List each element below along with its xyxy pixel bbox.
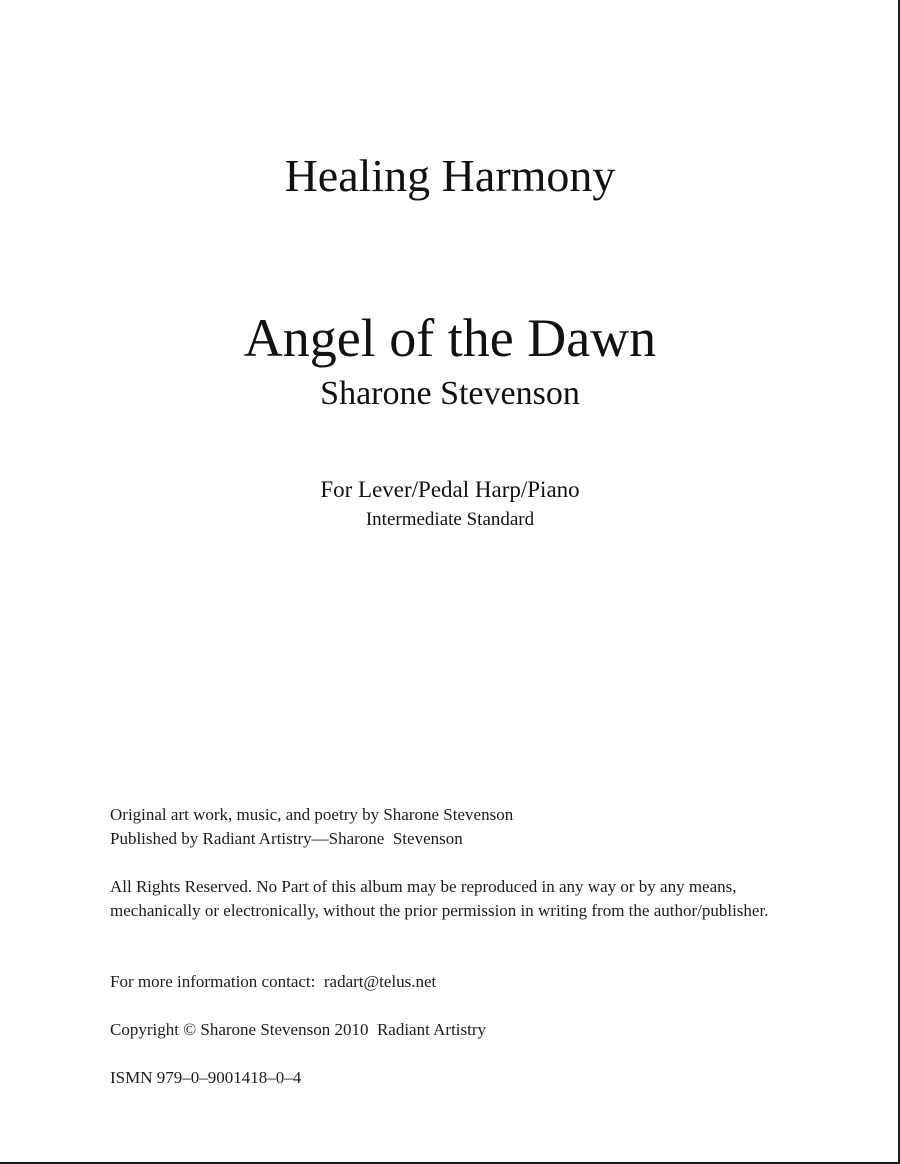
credits-artwork-line: Original art work, music, and poetry by Sharone Stevenson — [110, 805, 514, 824]
credits-publisher-line: Published by Radiant Artistry—Sharone Stevenson — [110, 829, 463, 848]
difficulty-level: Intermediate Standard — [365, 509, 535, 530]
contact-line: For more information contact: radart@telus.net — [110, 972, 437, 991]
copyright-line: Copyright © Sharone Stevenson 2010 Radiant Artistry — [110, 1020, 487, 1039]
credits-block — [110, 803, 790, 851]
rights-block — [110, 875, 790, 923]
ismn-line: ISMN 979–0–9001418–0–4 — [110, 1068, 302, 1087]
instrumentation: For Lever/Pedal Harp/Piano — [320, 477, 580, 502]
rights-text: All Rights Reserved. No Part of this album may be reproduced in any way or by any means, mechanically or electronically, without the prior permission in writing from the author/publisher. — [110, 877, 769, 920]
series-title: Healing Harmony — [284, 150, 616, 201]
piece-title: Angel of the Dawn — [243, 308, 657, 368]
composer-name: Sharone Stevenson — [320, 375, 580, 412]
